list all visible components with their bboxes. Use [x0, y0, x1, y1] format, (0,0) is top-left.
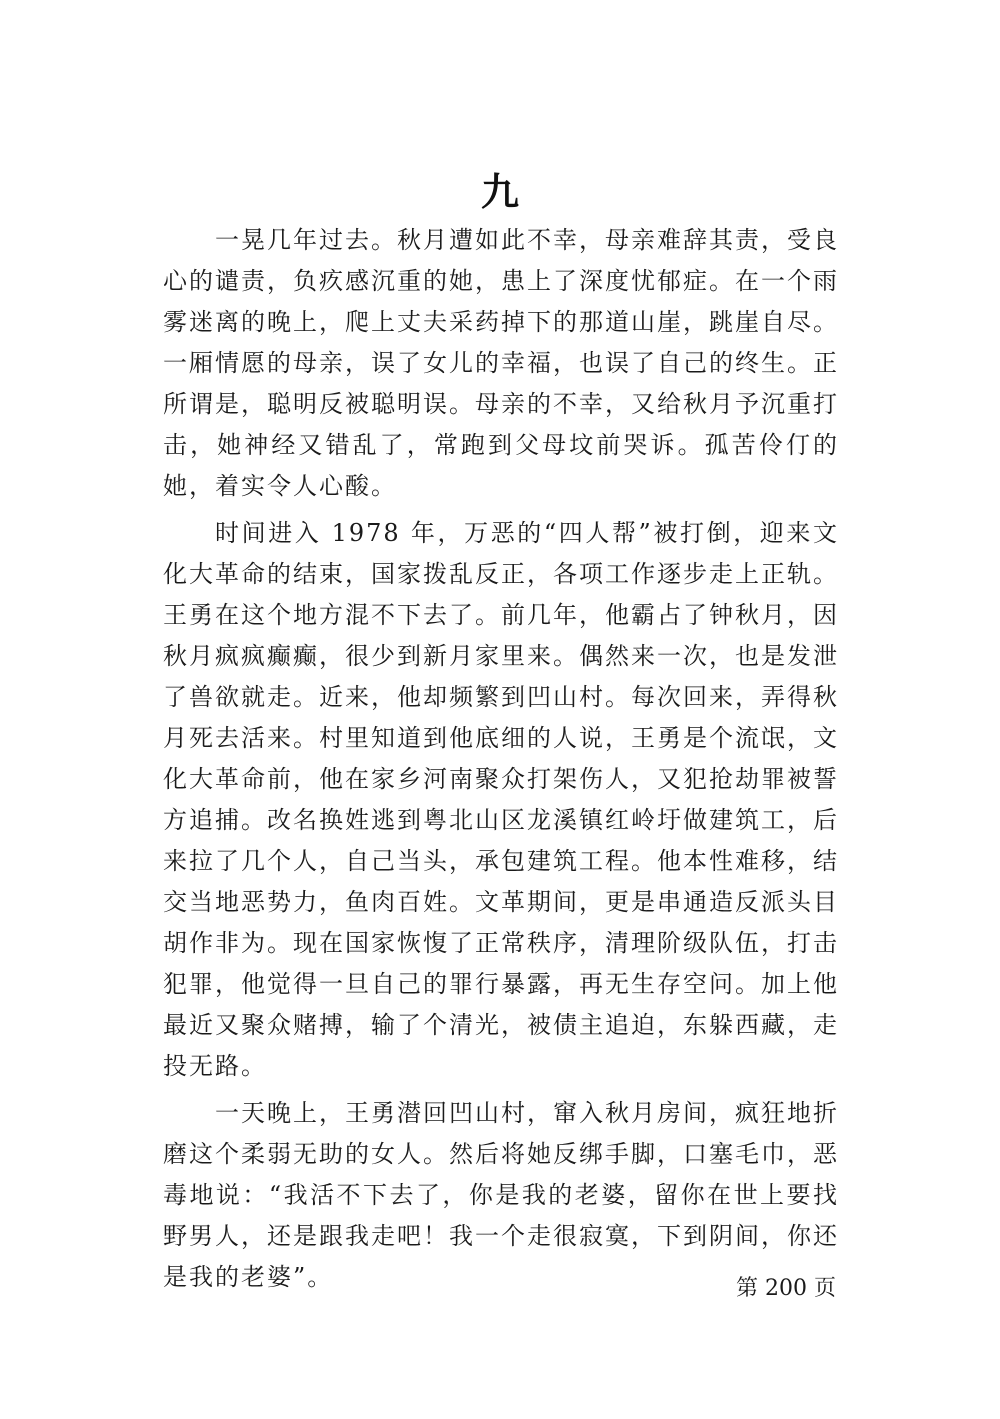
paragraph-2: 时间进入 1978 年，万恶的“四人帮”被打倒，迎来文化大革命的结束，国家拨乱反正，各项工作逐步走上正轨。王勇在这个地方混不下去了。前几年，他霸占了钟秋月，因秋月疯疯癫癫，很少到新月家里来。偶然来一次，也是发泄了兽欲就走。近来，他却频繁到凹山村。每次回来，弄得秋月死去活来。村里知道到他底细的人说，王勇是个流氓，文化大革命前，他在家乡河南聚众打架伤人，又犯抢劫罪被誓方追捕。改名换姓逃到粤北山区龙溪镇红岭圩做建筑工，后来拉了几个人，自己当头，承包建筑工程。他本性难移，结交当地恶势力，鱼肉百姓。文革期间，更是串通造反派头目胡作非为。现在国家恢愎了正常秩序，清理阶级队伍，打击犯罪，他觉得一旦自己的罪行暴露，再无生存空问。加上他最近又聚众赌搏，输了个清光，被债主追迫，东躲西藏，走投无路。 [163, 519, 839, 1080]
paragraph-1: 一晃几年过去。秋月遭如此不幸，母亲难辞其责，受良心的谴责，负疚感沉重的她，患上了深度忧郁症。在一个雨雾迷离的晚上，爬上丈夫采药掉下的那道山崖，跳崖自尽。一厢情愿的母亲，误了女儿的幸福，也误了自己的终生。正所谓是，聪明反被聪明误。母亲的不幸，又给秋月予沉重打击，她神经又错乱了，常跑到父母坟前哭诉。孤苦伶仃的她，着实令人心酸。 [163, 226, 839, 500]
body-text [163, 220, 839, 1304]
page-number: 第 200 页 [736, 1276, 836, 1301]
chapter-title: 九 [480, 169, 519, 214]
paragraph-3: 一天晚上，王勇潜回凹山村，窜入秋月房间，疯狂地折磨这个柔弱无助的女人。然后将她反绑手脚，口塞毛巾，恶毒地说：“我活不下去了，你是我的老婆，留你在世上要找野男人，还是跟我走吧！我一个走很寂寞，下到阴间，你还是我的老婆”。 [163, 1099, 839, 1291]
